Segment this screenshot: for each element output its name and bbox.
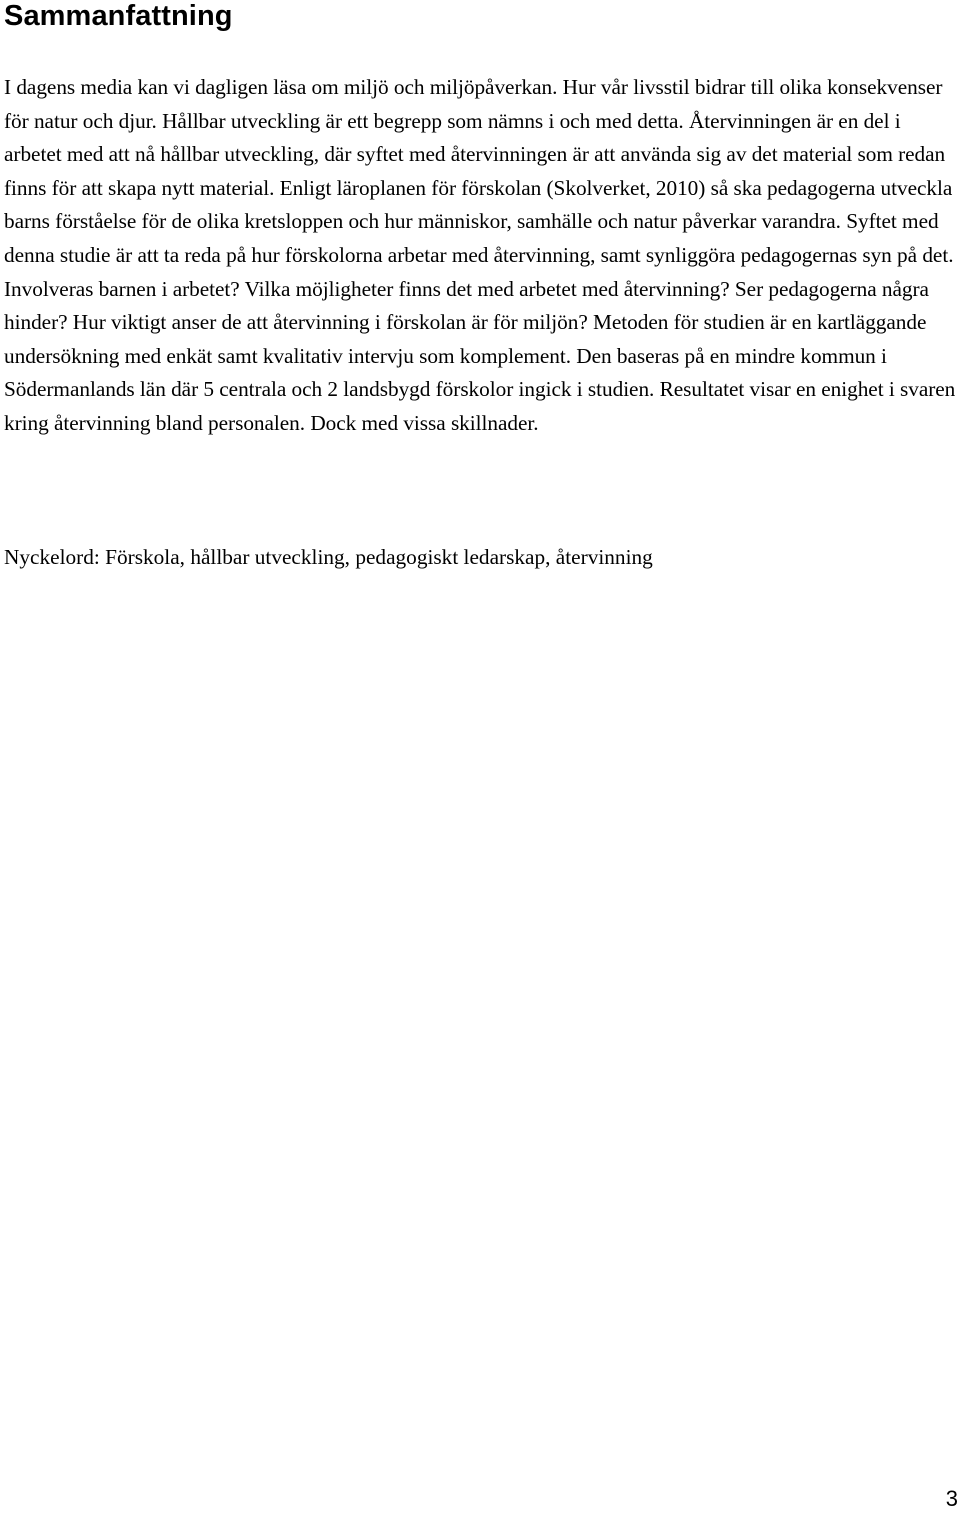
page-number: 3 — [945, 1486, 958, 1511]
page-title: Sammanfattning — [4, 0, 233, 32]
keywords-line: Nyckelord: Förskola, hållbar utveckling, pedagogiskt ledarskap, återvinning — [4, 545, 653, 569]
abstract-paragraph: I dagens media kan vi dagligen läsa om miljö och miljöpåverkan. Hur vår livsstil bidrar till olika konsekvenser för natur och djur. Hållbar utveckling är ett begrepp som nämns i och med detta. Återvinningen är en del i arbetet med att nå hållbar utveckling, där syftet med återvinningen är att använda sig av det material som redan finns för att skapa nytt material. Enligt läroplanen för förskolan (Skolverket, 2010) så ska pedagogerna utveckla barns förståelse för de olika kretsloppen och hur människor, samhälle och natur påverkar varandra. Syftet med denna studie är att ta reda på hur förskolorna arbetar med återvinning, samt synliggöra pedagogernas syn på det. Involveras barnen i arbetet? Vilka möjligheter finns det med arbetet med återvinning? Ser pedagogerna några hinder? Hur viktigt anser de att återvinning i förskolan är för miljön? Metoden för studien är en kartläggande undersökning med enkät samt kvalitativ intervju som komplement. Den baseras på en mindre kommun i Södermanlands län där 5 centrala och 2 landsbygd förskolor ingick i studien. Resultatet visar en enighet i svaren kring återvinning bland personalen. Dock med vissa skillnader. — [4, 75, 956, 435]
